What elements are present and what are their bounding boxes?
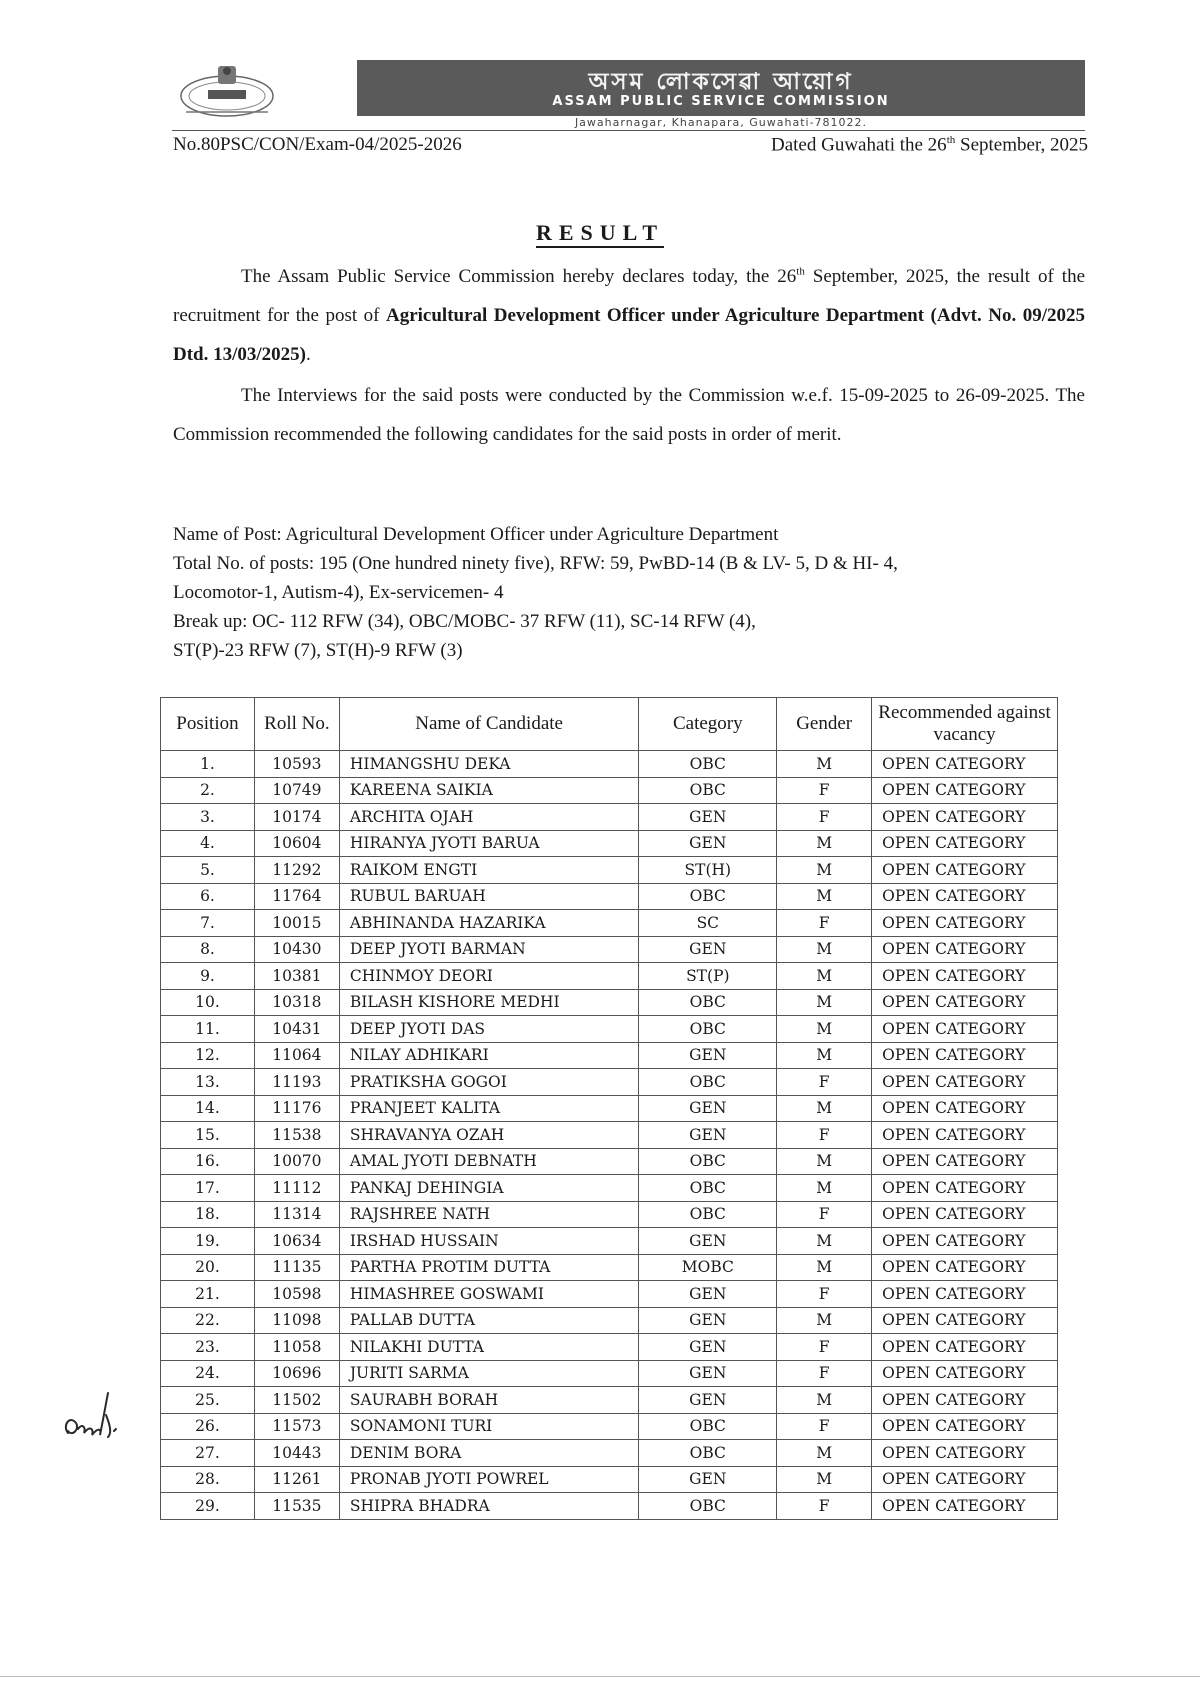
cell-position: 25. [161, 1387, 255, 1414]
cell-candidate-name: DENIM BORA [339, 1440, 639, 1467]
cell-roll-no: 11573 [254, 1413, 339, 1440]
table-row [161, 1440, 1058, 1467]
cell-category: GEN [639, 1228, 777, 1255]
cell-candidate-name: PRONAB JYOTI POWREL [339, 1466, 639, 1493]
cell-category: GEN [639, 1042, 777, 1069]
declaration-text-3: . [306, 344, 311, 365]
table-row [161, 1095, 1058, 1122]
table-row [161, 1201, 1058, 1228]
cell-roll-no: 10381 [254, 963, 339, 990]
cell-roll-no: 11314 [254, 1201, 339, 1228]
cell-vacancy: OPEN CATEGORY [872, 936, 1058, 963]
cell-candidate-name: PALLAB DUTTA [339, 1307, 639, 1334]
table-row [161, 777, 1058, 804]
table-row [161, 1413, 1058, 1440]
cell-gender: M [777, 936, 872, 963]
table-row [161, 1254, 1058, 1281]
header-candidate-name: Name of Candidate [339, 698, 639, 751]
header-vacancy: Recommended against vacancy [872, 698, 1058, 751]
cell-vacancy: OPEN CATEGORY [872, 1493, 1058, 1520]
cell-vacancy: OPEN CATEGORY [872, 1440, 1058, 1467]
declaration-paragraph [173, 257, 1085, 374]
cell-vacancy: OPEN CATEGORY [872, 777, 1058, 804]
cell-vacancy: OPEN CATEGORY [872, 830, 1058, 857]
cell-position: 13. [161, 1069, 255, 1096]
cell-category: OBC [639, 1493, 777, 1520]
cell-category: GEN [639, 804, 777, 831]
cell-candidate-name: RUBUL BARUAH [339, 883, 639, 910]
cell-roll-no: 11535 [254, 1493, 339, 1520]
results-table-body [161, 751, 1058, 1520]
cell-roll-no: 11176 [254, 1095, 339, 1122]
cell-roll-no: 11112 [254, 1175, 339, 1202]
cell-gender: F [777, 1201, 872, 1228]
cell-candidate-name: SHRAVANYA OZAH [339, 1122, 639, 1149]
cell-position: 18. [161, 1201, 255, 1228]
cell-vacancy: OPEN CATEGORY [872, 1042, 1058, 1069]
cell-position: 2. [161, 777, 255, 804]
table-row [161, 1334, 1058, 1361]
cell-gender: M [777, 1307, 872, 1334]
cell-category: GEN [639, 1387, 777, 1414]
table-row [161, 751, 1058, 778]
cell-candidate-name: NILAKHI DUTTA [339, 1334, 639, 1361]
table-row [161, 830, 1058, 857]
commission-banner [357, 60, 1085, 116]
cell-candidate-name: PRATIKSHA GOGOI [339, 1069, 639, 1096]
cell-candidate-name: DEEP JYOTI DAS [339, 1016, 639, 1043]
cell-vacancy: OPEN CATEGORY [872, 804, 1058, 831]
cell-vacancy: OPEN CATEGORY [872, 1122, 1058, 1149]
cell-category: GEN [639, 1281, 777, 1308]
cell-gender: M [777, 1440, 872, 1467]
cell-roll-no: 10604 [254, 830, 339, 857]
cell-vacancy: OPEN CATEGORY [872, 1016, 1058, 1043]
cell-roll-no: 11502 [254, 1387, 339, 1414]
breakup-line-cont: ST(P)-23 RFW (7), ST(H)-9 RFW (3) [173, 640, 463, 661]
cell-gender: M [777, 989, 872, 1016]
declaration-text-2: September, 2025, the result of the recruitment for the post of [173, 266, 1085, 326]
cell-gender: F [777, 777, 872, 804]
cell-gender: M [777, 1016, 872, 1043]
cell-candidate-name: PARTHA PROTIM DUTTA [339, 1254, 639, 1281]
table-row [161, 1360, 1058, 1387]
cell-gender: F [777, 910, 872, 937]
cell-vacancy: OPEN CATEGORY [872, 1334, 1058, 1361]
cell-roll-no: 11064 [254, 1042, 339, 1069]
cell-position: 19. [161, 1228, 255, 1255]
post-title-bold: Agricultural Development Officer under Agriculture Department (Advt. No. 09/2025 Dtd. 13/03/2025) [173, 305, 1085, 365]
cell-category: OBC [639, 1016, 777, 1043]
cell-candidate-name: HIMANGSHU DEKA [339, 751, 639, 778]
cell-candidate-name: DEEP JYOTI BARMAN [339, 936, 639, 963]
cell-category: GEN [639, 1360, 777, 1387]
cell-candidate-name: PANKAJ DEHINGIA [339, 1175, 639, 1202]
cell-vacancy: OPEN CATEGORY [872, 910, 1058, 937]
cell-gender: M [777, 1042, 872, 1069]
cell-roll-no: 11292 [254, 857, 339, 884]
document-title [0, 220, 1200, 246]
cell-position: 7. [161, 910, 255, 937]
cell-roll-no: 10443 [254, 1440, 339, 1467]
cell-vacancy: OPEN CATEGORY [872, 989, 1058, 1016]
cell-gender: M [777, 830, 872, 857]
cell-position: 11. [161, 1016, 255, 1043]
cell-gender: F [777, 1413, 872, 1440]
cell-position: 15. [161, 1122, 255, 1149]
cell-position: 6. [161, 883, 255, 910]
table-row [161, 1122, 1058, 1149]
cell-vacancy: OPEN CATEGORY [872, 857, 1058, 884]
cell-roll-no: 11058 [254, 1334, 339, 1361]
cell-position: 9. [161, 963, 255, 990]
cell-gender: F [777, 1334, 872, 1361]
cell-candidate-name: HIRANYA JYOTI BARUA [339, 830, 639, 857]
cell-position: 20. [161, 1254, 255, 1281]
cell-gender: M [777, 1466, 872, 1493]
cell-position: 17. [161, 1175, 255, 1202]
table-row [161, 963, 1058, 990]
cell-category: MOBC [639, 1254, 777, 1281]
cell-gender: M [777, 1228, 872, 1255]
org-name-english: ASSAM PUBLIC SERVICE COMMISSION [552, 94, 890, 109]
cell-roll-no: 10593 [254, 751, 339, 778]
dated-superscript: th [946, 134, 956, 146]
header-gender: Gender [777, 698, 872, 751]
cell-gender: F [777, 1360, 872, 1387]
cell-roll-no: 11193 [254, 1069, 339, 1096]
cell-position: 22. [161, 1307, 255, 1334]
cell-category: SC [639, 910, 777, 937]
cell-gender: M [777, 751, 872, 778]
page-bottom-edge [0, 1676, 1200, 1677]
cell-gender: F [777, 804, 872, 831]
cell-candidate-name: ARCHITA OJAH [339, 804, 639, 831]
interview-paragraph: The Interviews for the said posts were conducted by the Commission w.e.f. 15-09-2025 to 26-09-2025. The Commission recommended the following candidates for the said posts in order of merit. [173, 385, 1085, 445]
header-roll-no: Roll No. [254, 698, 339, 751]
org-address: Jawaharnagar, Khanapara, Guwahati-781022. [574, 116, 868, 129]
cell-position: 16. [161, 1148, 255, 1175]
cell-vacancy: OPEN CATEGORY [872, 1307, 1058, 1334]
cell-vacancy: OPEN CATEGORY [872, 1254, 1058, 1281]
cell-vacancy: OPEN CATEGORY [872, 1175, 1058, 1202]
table-row [161, 1466, 1058, 1493]
cell-candidate-name: CHINMOY DEORI [339, 963, 639, 990]
cell-gender: M [777, 857, 872, 884]
cell-candidate-name: RAIKOM ENGTI [339, 857, 639, 884]
cell-roll-no: 10696 [254, 1360, 339, 1387]
cell-gender: F [777, 1281, 872, 1308]
cell-position: 23. [161, 1334, 255, 1361]
cell-candidate-name: NILAY ADHIKARI [339, 1042, 639, 1069]
cell-candidate-name: SONAMONI TURI [339, 1413, 639, 1440]
cell-gender: M [777, 1095, 872, 1122]
breakup-line: Break up: OC- 112 RFW (34), OBC/MOBC- 37 RFW (11), SC-14 RFW (4), [173, 611, 756, 632]
table-row [161, 910, 1058, 937]
org-name-assamese: অসম লোকসেৱা আয়োগ [588, 69, 854, 95]
table-row [161, 857, 1058, 884]
cell-position: 21. [161, 1281, 255, 1308]
cell-category: GEN [639, 936, 777, 963]
cell-roll-no: 11098 [254, 1307, 339, 1334]
cell-vacancy: OPEN CATEGORY [872, 1148, 1058, 1175]
cell-candidate-name: KAREENA SAIKIA [339, 777, 639, 804]
cell-roll-no: 10431 [254, 1016, 339, 1043]
cell-vacancy: OPEN CATEGORY [872, 963, 1058, 990]
cell-category: OBC [639, 1069, 777, 1096]
cell-gender: M [777, 963, 872, 990]
cell-category: OBC [639, 751, 777, 778]
cell-vacancy: OPEN CATEGORY [872, 1201, 1058, 1228]
total-posts-line: Total No. of posts: 195 (One hundred ninety five), RFW: 59, PwBD-14 (B & LV- 5, D & HI- 4, [173, 553, 898, 574]
cell-gender: M [777, 1254, 872, 1281]
cell-candidate-name: PRANJEET KALITA [339, 1095, 639, 1122]
dated-suffix: September, 2025 [955, 134, 1088, 156]
table-row [161, 1387, 1058, 1414]
cell-vacancy: OPEN CATEGORY [872, 1466, 1058, 1493]
cell-roll-no: 10430 [254, 936, 339, 963]
cell-position: 12. [161, 1042, 255, 1069]
cell-roll-no: 10598 [254, 1281, 339, 1308]
cell-category: OBC [639, 1440, 777, 1467]
table-row [161, 1042, 1058, 1069]
cell-position: 27. [161, 1440, 255, 1467]
cell-gender: F [777, 1069, 872, 1096]
cell-candidate-name: AMAL JYOTI DEBNATH [339, 1148, 639, 1175]
cell-vacancy: OPEN CATEGORY [872, 1281, 1058, 1308]
cell-gender: F [777, 1493, 872, 1520]
table-row [161, 804, 1058, 831]
table-row [161, 936, 1058, 963]
table-row [161, 1307, 1058, 1334]
cell-roll-no: 11764 [254, 883, 339, 910]
declaration-superscript: th [796, 265, 805, 278]
header-category: Category [639, 698, 777, 751]
cell-roll-no: 10749 [254, 777, 339, 804]
cell-category: GEN [639, 830, 777, 857]
cell-position: 8. [161, 936, 255, 963]
cell-gender: M [777, 1387, 872, 1414]
cell-category: GEN [639, 1307, 777, 1334]
cell-position: 1. [161, 751, 255, 778]
cell-vacancy: OPEN CATEGORY [872, 1387, 1058, 1414]
table-row [161, 883, 1058, 910]
cell-category: OBC [639, 1175, 777, 1202]
cell-roll-no: 11538 [254, 1122, 339, 1149]
cell-position: 14. [161, 1095, 255, 1122]
cell-category: GEN [639, 1466, 777, 1493]
cell-roll-no: 11261 [254, 1466, 339, 1493]
dated-prefix: Dated Guwahati the 26 [770, 134, 947, 156]
cell-category: OBC [639, 1148, 777, 1175]
cell-candidate-name: RAJSHREE NATH [339, 1201, 639, 1228]
dated-line [771, 134, 1088, 156]
document-title-text: RESULT [536, 220, 664, 248]
cell-category: ST(H) [639, 857, 777, 884]
cell-position: 3. [161, 804, 255, 831]
cell-category: GEN [639, 1095, 777, 1122]
cell-position: 5. [161, 857, 255, 884]
table-row [161, 1493, 1058, 1520]
cell-candidate-name: IRSHAD HUSSAIN [339, 1228, 639, 1255]
cell-candidate-name: ABHINANDA HAZARIKA [339, 910, 639, 937]
cell-candidate-name: SAURABH BORAH [339, 1387, 639, 1414]
cell-position: 24. [161, 1360, 255, 1387]
cell-candidate-name: BILASH KISHORE MEDHI [339, 989, 639, 1016]
cell-vacancy: OPEN CATEGORY [872, 1228, 1058, 1255]
table-header-row [161, 698, 1058, 751]
cell-category: OBC [639, 883, 777, 910]
cell-roll-no: 10318 [254, 989, 339, 1016]
table-row [161, 1281, 1058, 1308]
table-row [161, 1148, 1058, 1175]
cell-position: 4. [161, 830, 255, 857]
declaration-text-1: The Assam Public Service Commission hereby declares today, the 26 [241, 266, 797, 287]
cell-position: 29. [161, 1493, 255, 1520]
table-row [161, 989, 1058, 1016]
cell-gender: M [777, 1148, 872, 1175]
header-divider [172, 130, 1085, 131]
handwritten-signature [60, 1385, 130, 1445]
cell-vacancy: OPEN CATEGORY [872, 1360, 1058, 1387]
cell-vacancy: OPEN CATEGORY [872, 1069, 1058, 1096]
cell-category: GEN [639, 1122, 777, 1149]
cell-position: 26. [161, 1413, 255, 1440]
reference-number: No.80PSC/CON/Exam-04/2025-2026 [173, 134, 462, 155]
cell-roll-no: 10015 [254, 910, 339, 937]
cell-category: GEN [639, 1334, 777, 1361]
cell-roll-no: 10174 [254, 804, 339, 831]
cell-vacancy: OPEN CATEGORY [872, 883, 1058, 910]
cell-gender: F [777, 1122, 872, 1149]
header-position: Position [161, 698, 255, 751]
cell-gender: M [777, 883, 872, 910]
cell-vacancy: OPEN CATEGORY [872, 1095, 1058, 1122]
total-posts-line-cont: Locomotor-1, Autism-4), Ex-servicemen- 4 [173, 582, 504, 603]
table-row [161, 1228, 1058, 1255]
cell-category: OBC [639, 1201, 777, 1228]
post-info-block [173, 520, 898, 665]
cell-gender: M [777, 1175, 872, 1202]
cell-position: 28. [161, 1466, 255, 1493]
cell-vacancy: OPEN CATEGORY [872, 1413, 1058, 1440]
results-table [160, 697, 1058, 1520]
cell-candidate-name: HIMASHREE GOSWAMI [339, 1281, 639, 1308]
cell-category: OBC [639, 989, 777, 1016]
cell-roll-no: 10070 [254, 1148, 339, 1175]
table-row [161, 1069, 1058, 1096]
cell-position: 10. [161, 989, 255, 1016]
post-name-line: Name of Post: Agricultural Development Officer under Agriculture Department [173, 524, 779, 545]
assam-government-emblem-icon [178, 62, 276, 122]
cell-roll-no: 11135 [254, 1254, 339, 1281]
cell-category: OBC [639, 777, 777, 804]
table-row [161, 1016, 1058, 1043]
cell-roll-no: 10634 [254, 1228, 339, 1255]
cell-vacancy: OPEN CATEGORY [872, 751, 1058, 778]
cell-candidate-name: JURITI SARMA [339, 1360, 639, 1387]
cell-candidate-name: SHIPRA BHADRA [339, 1493, 639, 1520]
table-row [161, 1175, 1058, 1202]
cell-category: ST(P) [639, 963, 777, 990]
cell-category: OBC [639, 1413, 777, 1440]
